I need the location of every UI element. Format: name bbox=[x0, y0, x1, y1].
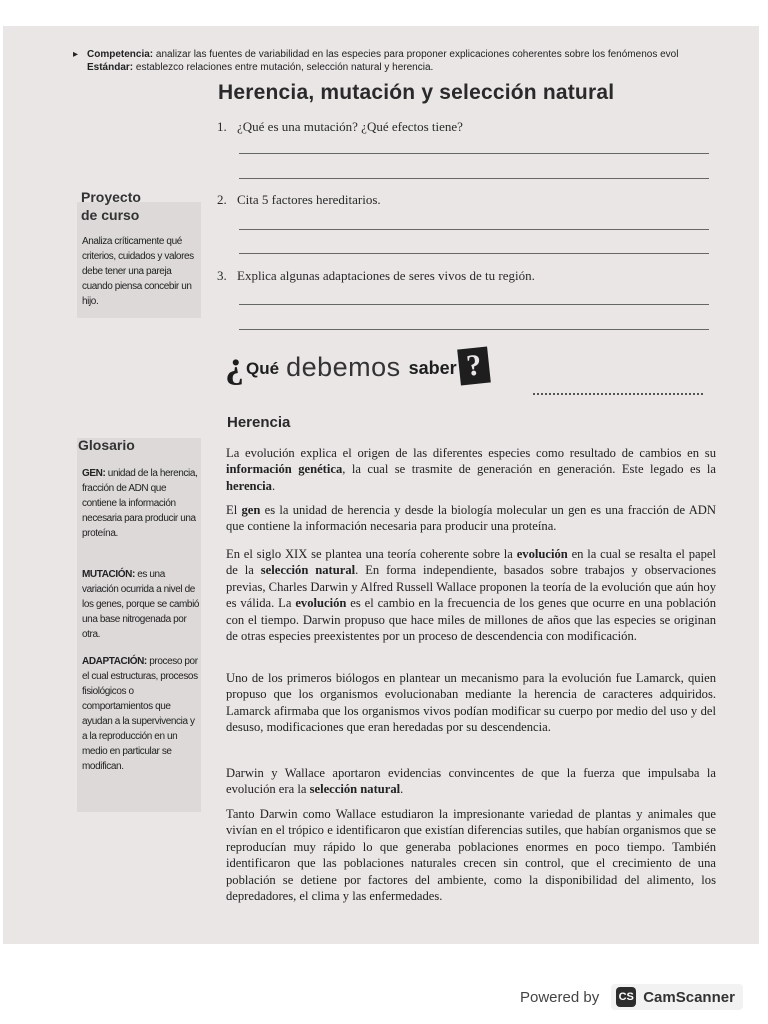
banner-dotted-line bbox=[533, 393, 703, 395]
glosario-mutacion: MUTACIÓN: es una variación ocurrida a nivel de los genes, porque se cambió una base nitrogenada por otra. bbox=[82, 569, 200, 640]
scanned-page bbox=[3, 26, 759, 944]
paragraph-3: En el siglo XIX se plantea una teoría coherente sobre la evolución en la cual se resalta el papel de la selección natural. En forma independiente, basados sobre trabajos y observaciones previas, Charles Darwin y Alfred Russell Wallace proponen la teoría de la evolución que aún hoy es válida. La evolución es el cambio en la frecuencia de los genes que ocurre en una población con el tiempo. Darwin propuso que hace miles de millones de años que las especies se originan de otras especies preexistentes por un proceso de descendencia con modificación. bbox=[226, 547, 716, 644]
estandar-label: Estándar: bbox=[87, 62, 134, 73]
question-2: 2. Cita 5 factores hereditarios. bbox=[217, 192, 381, 207]
paragraph-5: Darwin y Wallace aportaron evidencias convincentes de que la fuerza que impulsaba la evolución era la selección natural. bbox=[226, 766, 716, 797]
answer-line[interactable] bbox=[239, 253, 709, 254]
paragraph-1: La evolución explica el origen de las diferentes especies como resultado de cambios en su información genética, la cual se trasmite de generación en generación. Este legado es la herencia. bbox=[226, 446, 716, 493]
question-1: 1. ¿Qué es una mutación? ¿Qué efectos tiene? bbox=[217, 119, 463, 134]
banner-saber: saber bbox=[408, 358, 457, 378]
camscanner-badge bbox=[611, 984, 743, 1010]
section-banner bbox=[225, 346, 489, 384]
camscanner-brand: CamScanner bbox=[643, 988, 735, 1006]
banner-open-question-mark: ¿ bbox=[225, 344, 244, 386]
banner-close-question-mark: ? bbox=[457, 347, 491, 386]
pointer-icon: ▸ bbox=[73, 49, 79, 60]
question-3: 3. Explica algunas adaptaciones de seres vivos de tu región. bbox=[217, 268, 535, 283]
answer-line[interactable] bbox=[239, 178, 709, 179]
glosario-adaptacion: ADAPTACIÓN: proceso por el cual estructuras, procesos fisiológicos o comportamientos que ayudan a la supervivencia y a la reproducción en un medio en particular se modifican. bbox=[82, 656, 198, 772]
glosario-title: Glosario bbox=[78, 437, 135, 453]
page-title: Herencia, mutación y selección natural bbox=[218, 81, 615, 104]
banner-debemos: debemos bbox=[286, 352, 401, 382]
competencia-text: analizar las fuentes de variabilidad en las especies para proponer explicaciones coherentes sobre los fenómenos evol bbox=[155, 49, 679, 60]
banner-que: Qué bbox=[246, 359, 280, 378]
glosario-gen: GEN: unidad de la herencia, fracción de ADN que contiene la información necesaria para producir una proteína. bbox=[82, 468, 198, 539]
proyecto-text: Analiza críticamente qué criterios, cuidados y valores debe tener una pareja cuando piensa concebir un hijo. bbox=[82, 236, 194, 307]
section-heading: Herencia bbox=[227, 414, 291, 431]
proyecto-title: Proyecto de curso bbox=[81, 189, 141, 223]
camscanner-logo-icon: CS bbox=[616, 987, 636, 1007]
paragraph-6: Tanto Darwin como Wallace estudiaron la impresionante variedad de plantas y animales que vivían en el trópico e identificaron que existían diferencias sutiles, que habían organismos que se reproducían muy rápido lo que generaba poblaciones enormes en poco tiempo. También identificaron que las poblaciones naturales crecen sin control, que el crecimiento de una población se detiene por factores del ambiente, como la disponibilidad del alimento, los depredadores, el clima y las enfermedades. bbox=[226, 807, 716, 904]
paragraph-4: Uno de los primeros biólogos en plantear un mecanismo para la evolución fue Lamarck, quien propuso que los organismos evolucionaban mediante la herencia de caracteres adquiridos. Lamarck afirmaba que los organismos vivos podían modificar su cuerpo por medio del uso y del desuso, modificaciones que eran heredadas por su descendencia. bbox=[226, 671, 716, 735]
competencia-label: Competencia: bbox=[87, 49, 154, 60]
answer-line[interactable] bbox=[239, 329, 709, 330]
paragraph-2: El gen es la unidad de herencia y desde la biología molecular un gen es una fracción de ADN que contiene la información necesaria para producir una proteína. bbox=[226, 503, 716, 534]
answer-line[interactable] bbox=[239, 229, 709, 230]
camscanner-watermark bbox=[520, 984, 743, 1010]
estandar-text: establezco relaciones entre mutación, selección natural y herencia. bbox=[135, 62, 434, 73]
answer-line[interactable] bbox=[239, 153, 709, 154]
powered-by-text: Powered by bbox=[520, 988, 600, 1006]
answer-line[interactable] bbox=[239, 304, 709, 305]
competencia-header bbox=[73, 48, 753, 74]
